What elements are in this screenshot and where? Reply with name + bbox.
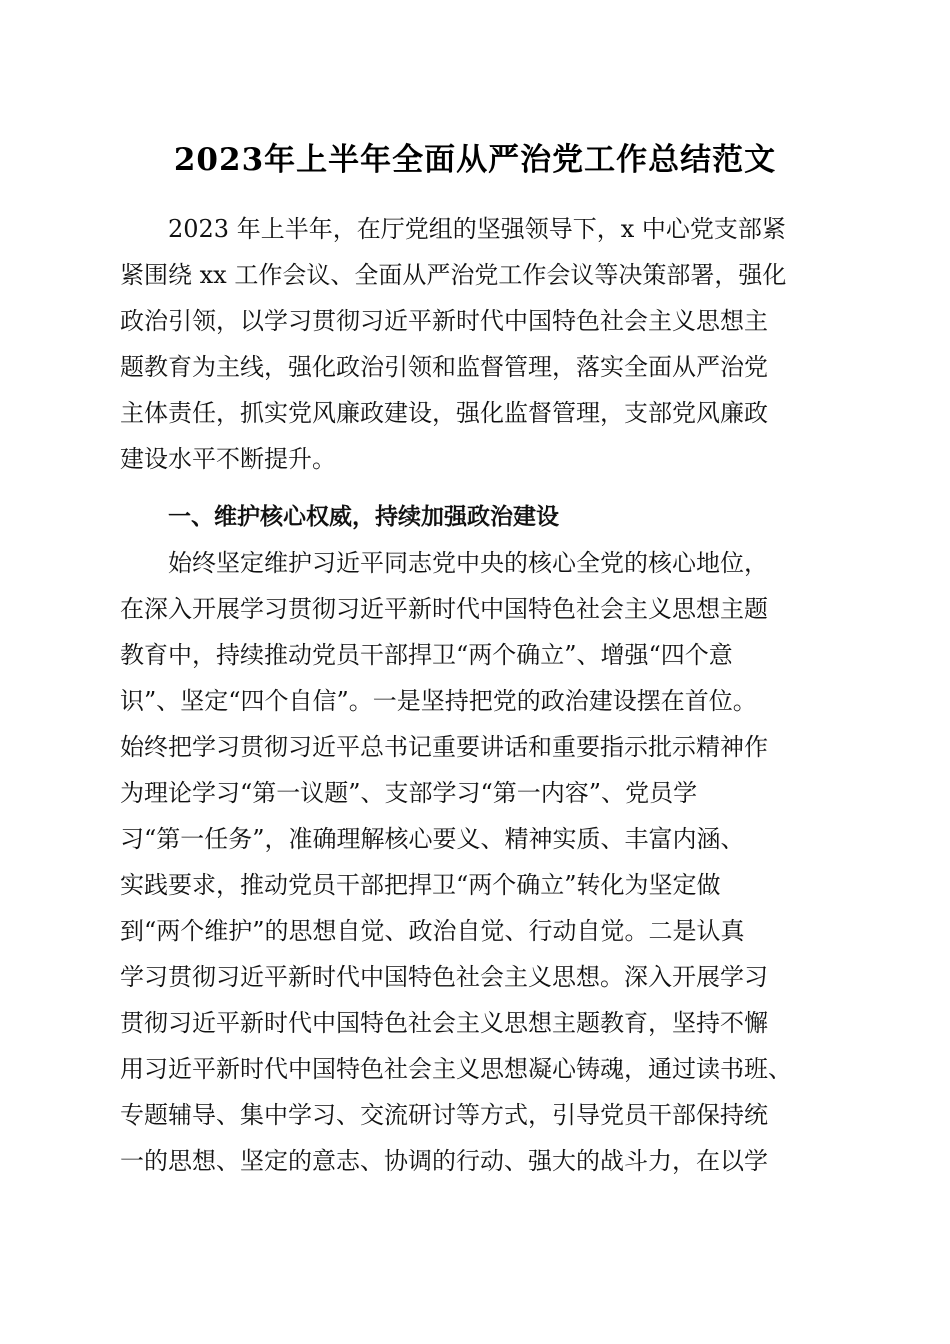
intro-line-5: 主体责任，抓实党风廉政建设，强化监督管理，支部党风廉政 <box>120 399 768 427</box>
section-line-2: 在深入开展学习贯彻习近平新时代中国特色社会主义思想主题 <box>120 595 768 623</box>
section-line-1: 始终坚定维护习近平同志党中央的核心全党的核心地位， <box>168 549 768 577</box>
section-line-3: 教育中，持续推动党员干部捍卫“两个确立”、增强“四个意 <box>120 641 733 669</box>
section-heading: 一、维护核心权威，持续加强政治建设 <box>168 504 559 530</box>
document-title: 2023年上半年全面从严治党工作总结范文 <box>173 142 777 178</box>
section-line-11: 贯彻习近平新时代中国特色社会主义思想主题教育，坚持不懈 <box>120 1009 768 1037</box>
intro-line-4: 题教育为主线，强化政治引领和监督管理，落实全面从严治党 <box>120 353 768 381</box>
section-line-8: 实践要求，推动党员干部把捍卫“两个确立”转化为坚定做 <box>120 871 721 899</box>
section-line-7: 习“第一任务”，准确理解核心要义、精神实质、丰富内涵、 <box>120 825 745 853</box>
section-line-12: 用习近平新时代中国特色社会主义思想凝心铸魂，通过读书班、 <box>120 1055 792 1083</box>
section-line-5: 始终把学习贯彻习近平总书记重要讲话和重要指示批示精神作 <box>120 733 768 761</box>
intro-line-2: 紧围绕 xx 工作会议、全面从严治党工作会议等决策部署，强化 <box>120 261 787 289</box>
section-line-13: 专题辅导、集中学习、交流研讨等方式，引导党员干部保持统 <box>120 1101 768 1129</box>
section-line-9: 到“两个维护”的思想自觉、政治自觉、行动自觉。二是认真 <box>120 917 745 945</box>
section-line-6: 为理论学习“第一议题”、支部学习“第一内容”、党员学 <box>120 779 698 807</box>
intro-line-6: 建设水平不断提升。 <box>120 445 336 473</box>
section-line-14: 一的思想、坚定的意志、协调的行动、强大的战斗力，在以学 <box>120 1147 768 1175</box>
intro-line-3: 政治引领，以学习贯彻习近平新时代中国特色社会主义思想主 <box>120 307 768 335</box>
intro-line-1: 2023 年上半年，在厅党组的坚强领导下，x 中心党支部紧 <box>168 215 786 243</box>
section-line-10: 学习贯彻习近平新时代中国特色社会主义思想。深入开展学习 <box>120 963 768 991</box>
section-line-4: 识”、坚定“四个自信”。一是坚持把党的政治建设摆在首位。 <box>120 687 757 715</box>
